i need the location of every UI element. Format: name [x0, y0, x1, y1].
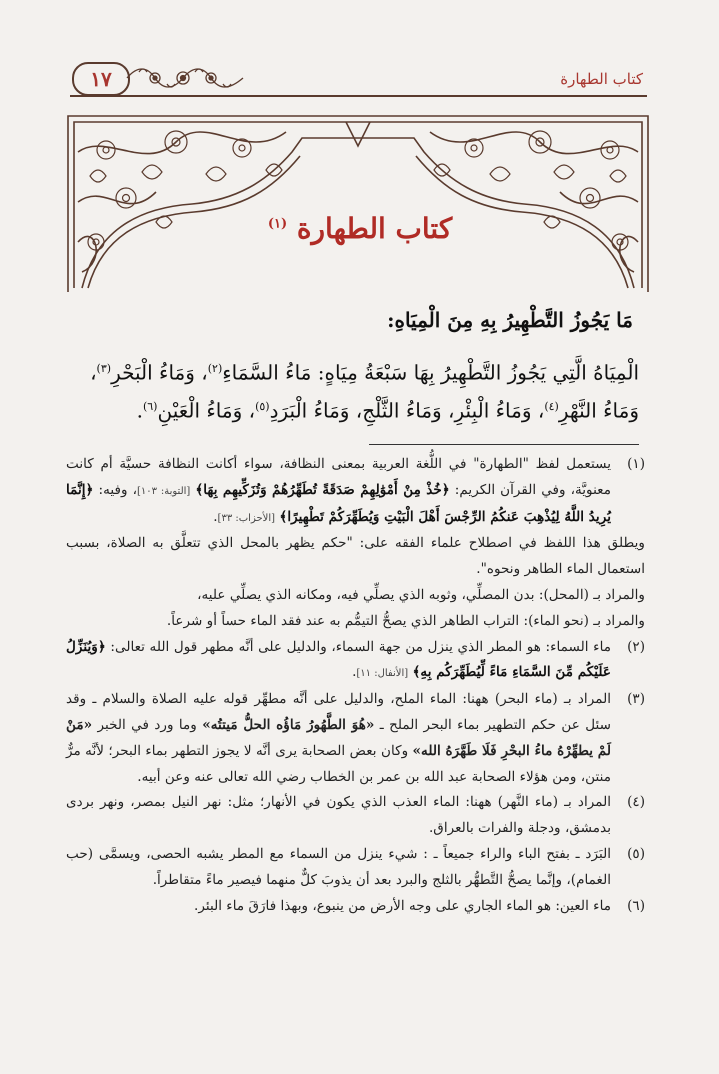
- running-title: كتاب الطهارة: [560, 70, 643, 88]
- footnote-continuation: والمراد بـ (نحو الماء): التراب الطاهر الذي يصحُّ التيمُّم به عند فقد الماء حساً أو شرعاً.: [166, 612, 645, 629]
- footnote: [66, 687, 645, 790]
- header-rule: [70, 95, 647, 97]
- footnote-text: يستعمل لفظ "الطهارة" في اللُّغة العربية بمعنى النظافة، سواء أكانت النظافة حسيَّة أم كانت معنويَّة، وفي القرآن الكريم:: [66, 456, 612, 498]
- book-title-text: كتاب الطهارة: [296, 212, 453, 245]
- main-text-line: [76, 390, 639, 428]
- footnote-continuation: ويطلق هذا اللفظ في اصطلاح علماء الفقه على: "حكم يظهر بالمحل الذي تتعلَّق به الصلاة، بسبب استعمال الماء الطاهر ونحوه".: [66, 535, 645, 578]
- footnote: [66, 635, 645, 688]
- footnote-ref: (٤): [544, 399, 559, 413]
- footnote-number: (٥): [627, 845, 645, 862]
- hadith-quote: «هُوَ الطَّهُورُ مَاؤُه الحلُّ مَيتتُه»: [202, 716, 375, 733]
- footnote-number: (٦): [627, 897, 645, 914]
- main-text-segment: ، وَمَاءُ الْبِئْرِ، وَمَاءُ الثَّلْجِ، وَمَاءُ الْبَرَدِ: [269, 398, 545, 423]
- footnote-text: .: [352, 664, 357, 681]
- footnote-ref: (٢): [207, 362, 223, 375]
- footnote-separator: [369, 444, 639, 445]
- footnote: [66, 790, 645, 842]
- footnote-text: .: [213, 508, 218, 525]
- verse-reference: [التوبة: ١٠٣]: [136, 485, 191, 497]
- main-text-segment: ، وَمَاءُ الْعَيْنِ: [157, 398, 256, 423]
- hadith-quote: «مَنْ لَمْ يطهِّرْهُ ماءُ البحْرِ فَلَا طَهَّرَهُ الله»: [66, 716, 611, 759]
- footnote-text: وما ورد في الخبر: [97, 716, 203, 733]
- footnote: [66, 894, 645, 920]
- footnote-body: [66, 842, 611, 894]
- footnote-ref: (٥): [255, 399, 270, 413]
- footnote-paragraph: المراد بـ (ماء النَّهر) ههنا: الماء العذب الذي يكون في الأنهار؛ مثل: نهر النيل بمصر، ونهر بردى بدمشق، ودجلة والفرات بالعراق.: [66, 794, 611, 837]
- footnote-body: [66, 790, 611, 842]
- main-text-segment: الْمِيَاهُ الَّتِي يَجُوزُ التَّطْهِيرُ بِهَا سَبْعَةُ مِيَاهٍ: مَاءُ السَّمَاءِ: [222, 360, 639, 385]
- title-footnote-marker: (١): [267, 216, 288, 232]
- footnote-paragraph: [66, 687, 611, 790]
- floral-ornament-icon: [125, 62, 245, 94]
- footnote-paragraph: ماء العين: هو الماء الجاري على وجه الأرض من ينبوع، وبهذا فارَقَ ماء البئر.: [194, 897, 611, 914]
- main-text-line: [76, 352, 639, 390]
- footnote-text: المراد بـ (ماء البحر) ههنا: الماء الملح، والدليل على أنَّه مطهِّر قوله عليه الصلاة والسلام ـ وقد سئل عن حكم التطهير بماء البحر الملح ـ: [66, 691, 611, 733]
- verse-reference: [الأنفال: ١١]: [356, 668, 409, 680]
- footnote-body: [66, 452, 611, 531]
- footnote-ref: (٣): [96, 362, 112, 375]
- footnote-text: ، وفيه:: [98, 481, 137, 498]
- page-number: ١٧: [72, 62, 130, 96]
- main-text: [76, 352, 639, 427]
- quran-verse: ﴿خُذْ مِنْ أَمْوَٰلِهِمْ صَدَقَةً تُطَهِّرُهُمْ وَتُزَكِّيهِم بِهَا﴾: [195, 481, 450, 498]
- footnote-ref: (٦): [142, 399, 158, 413]
- main-text-segment: وَمَاءُ النَّهْرِ: [558, 398, 639, 423]
- footnote-text: ماء السماء: هو المطر الذي ينزل من جهة السماء، والدليل على أنَّه مطهر قول الله تعالى:: [110, 638, 611, 655]
- verse-reference: [الأحزاب: ٣٣]: [217, 512, 276, 524]
- footnote-number: (١): [627, 456, 645, 472]
- footnote-paragraph: البَرَد ـ بفتح الباء والراء جميعاً ـ : شيء ينزل من السماء مع المطر يشبه الحصى، ويسمَّى (حب الغمام)، وإنَّما يصحُّ التَّطهُّر بالثلج والبرد بعد أن يذوبَ كلٌّ منهما فيصير ماءً متقاطراً.: [66, 845, 611, 888]
- footnote-body: [66, 687, 611, 790]
- footnote-paragraph: [66, 635, 611, 688]
- floral-arch-frame-icon: [66, 112, 650, 294]
- footnote-body: [66, 894, 611, 920]
- footnote-continuation: والمراد بـ (المحل): بدن المصلِّي، وثوبه الذي يصلِّي فيه، ومكانه الذي يصلِّي عليه،: [197, 586, 645, 603]
- quran-verse: ﴿إِنَّمَا يُرِيدُ اللَّهُ لِيُذْهِبَ عَنكُمُ الرِّجْسَ أَهْلَ الْبَيْتِ وَيُطَهِّرَكُمْ تَطْهِيرًا﴾: [66, 481, 611, 525]
- quran-verse: ﴿وَيُنَزِّلُ عَلَيْكُم مِّنَ السَّمَاءِ مَاءً لِّيُطَهِّرَكُم بِهِ﴾: [66, 638, 611, 681]
- footnotes: [66, 452, 645, 919]
- footnote: [66, 452, 645, 531]
- footnote-number: (٤): [627, 794, 645, 811]
- footnote-number: (٣): [627, 691, 645, 708]
- footnote: [66, 842, 645, 894]
- main-text-segment: ، وَمَاءُ الْبَحْرِ: [111, 360, 208, 385]
- footnote-text: وكان بعض الصحابة يرى أنَّه لا يجوز التطهر بماء البحر؛ لأنَّه مرٌّ منتن، ومن هؤلاء الصحابة عبد الله بن عمر بن الخطاب رضي الله تعالى عنه وعن أبيه.: [66, 742, 611, 785]
- book-title: [200, 212, 520, 245]
- main-text-segment: ،: [90, 360, 97, 385]
- section-heading: مَا يَجُوزُ التَّطْهِيرُ بِهِ مِنَ الْمِيَاهِ:: [387, 308, 633, 332]
- footnote-number: (٢): [627, 638, 645, 655]
- footnote-paragraph: [66, 452, 611, 531]
- main-text-segment: .: [136, 398, 143, 423]
- footnote-body: [66, 635, 611, 688]
